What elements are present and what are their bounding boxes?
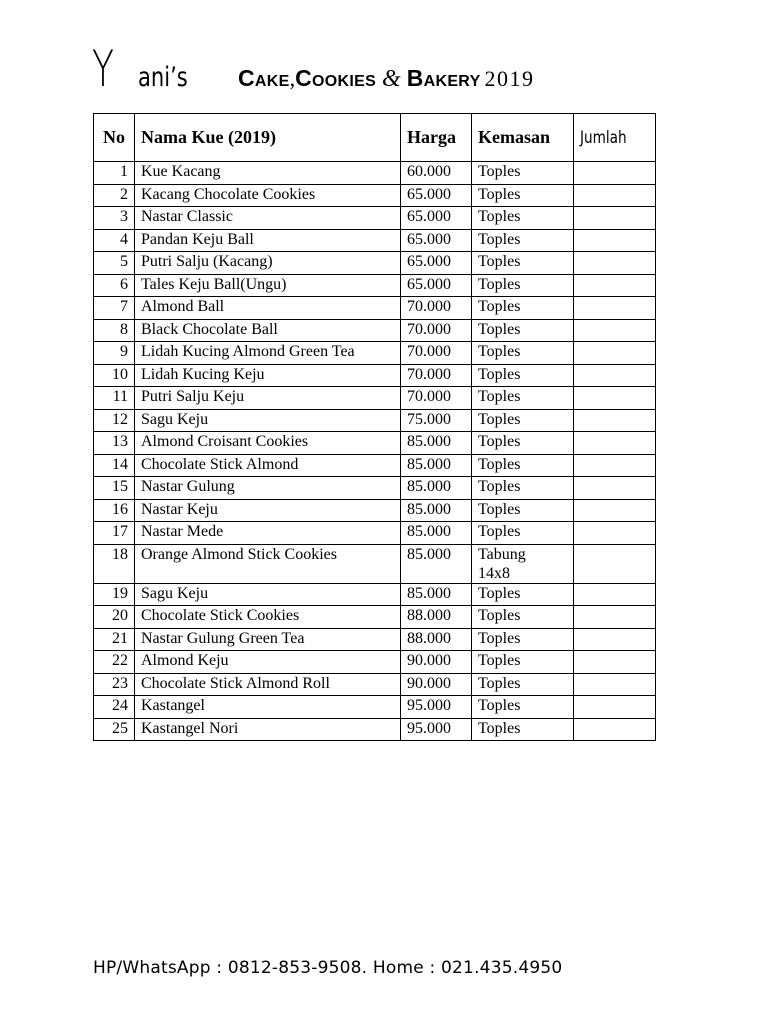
item-price: 90.000: [401, 651, 472, 674]
item-qty: [574, 319, 656, 342]
item-name: Nastar Mede: [135, 522, 401, 545]
table-row: [94, 696, 656, 719]
row-number: 15: [94, 477, 135, 500]
item-qty: [574, 162, 656, 185]
table-row: [94, 477, 656, 500]
item-name: Nastar Gulung: [135, 477, 401, 500]
item-qty: [574, 522, 656, 545]
item-price: 65.000: [401, 184, 472, 207]
item-name: Putri Salju (Kacang): [135, 252, 401, 275]
row-number: 10: [94, 364, 135, 387]
table-row: [94, 319, 656, 342]
item-package: Toples: [472, 628, 574, 651]
item-package: Toples: [472, 583, 574, 606]
title-ampersand: &: [382, 66, 401, 92]
item-package: Toples: [472, 364, 574, 387]
item-package: Toples: [472, 184, 574, 207]
item-package: Toples: [472, 673, 574, 696]
contact-footer: HP/WhatsApp : 0812-853-9508. Home : 021.435.4950: [93, 958, 563, 978]
row-number: 4: [94, 229, 135, 252]
table-row: [94, 651, 656, 674]
item-package: Tabung 14x8: [472, 544, 574, 583]
item-package: Toples: [472, 718, 574, 741]
item-qty: [574, 696, 656, 719]
brand-name: ani’s: [138, 62, 188, 93]
item-price: 85.000: [401, 544, 472, 583]
item-name: Chocolate Stick Cookies: [135, 606, 401, 629]
row-number: 18: [94, 544, 135, 583]
row-number: 23: [94, 673, 135, 696]
row-number: 2: [94, 184, 135, 207]
item-qty: [574, 718, 656, 741]
item-price: 85.000: [401, 499, 472, 522]
item-price: 75.000: [401, 409, 472, 432]
item-name: Kastangel: [135, 696, 401, 719]
table-row: [94, 583, 656, 606]
item-qty: [574, 651, 656, 674]
table-row: [94, 274, 656, 297]
item-package: Toples: [472, 342, 574, 365]
table-row: [94, 387, 656, 410]
title-bakery: Bakery: [406, 65, 481, 91]
table-row: [94, 297, 656, 320]
header-name: Nama Kue (2019): [135, 114, 401, 162]
item-price: 85.000: [401, 432, 472, 455]
item-name: Tales Keju Ball(Ungu): [135, 274, 401, 297]
row-number: 6: [94, 274, 135, 297]
item-name: Putri Salju Keju: [135, 387, 401, 410]
item-qty: [574, 432, 656, 455]
item-qty: [574, 544, 656, 583]
row-number: 9: [94, 342, 135, 365]
item-price: 70.000: [401, 319, 472, 342]
item-name: Chocolate Stick Almond: [135, 454, 401, 477]
item-price: 90.000: [401, 673, 472, 696]
item-name: Kastangel Nori: [135, 718, 401, 741]
item-qty: [574, 364, 656, 387]
page-title: [92, 40, 535, 100]
item-qty: [574, 628, 656, 651]
item-name: Almond Croisant Cookies: [135, 432, 401, 455]
table-row: [94, 364, 656, 387]
table-row: [94, 544, 656, 583]
item-qty: [574, 274, 656, 297]
row-number: 21: [94, 628, 135, 651]
row-number: 22: [94, 651, 135, 674]
table-row: [94, 432, 656, 455]
row-number: 17: [94, 522, 135, 545]
item-package: Toples: [472, 207, 574, 230]
item-name: Lidah Kucing Almond Green Tea: [135, 342, 401, 365]
item-name: Almond Keju: [135, 651, 401, 674]
table-row: [94, 162, 656, 185]
header-price: Harga: [401, 114, 472, 162]
item-price: 85.000: [401, 583, 472, 606]
item-price: 85.000: [401, 522, 472, 545]
item-qty: [574, 207, 656, 230]
item-package: Toples: [472, 297, 574, 320]
header-qty-label: Jumlah: [580, 127, 627, 148]
item-price: 88.000: [401, 628, 472, 651]
item-package: Toples: [472, 162, 574, 185]
item-qty: [574, 184, 656, 207]
item-qty: [574, 606, 656, 629]
header-no: No: [94, 114, 135, 162]
title-cookies: Cookies: [295, 65, 377, 91]
table-row: [94, 184, 656, 207]
item-qty: [574, 297, 656, 320]
table-row: [94, 454, 656, 477]
item-name: Kacang Chocolate Cookies: [135, 184, 401, 207]
row-number: 16: [94, 499, 135, 522]
item-price: 85.000: [401, 454, 472, 477]
item-name: Sagu Keju: [135, 583, 401, 606]
item-price: 60.000: [401, 162, 472, 185]
item-name: Sagu Keju: [135, 409, 401, 432]
item-price: 70.000: [401, 342, 472, 365]
item-qty: [574, 454, 656, 477]
item-price: 70.000: [401, 297, 472, 320]
item-package: Toples: [472, 274, 574, 297]
row-number: 13: [94, 432, 135, 455]
title-year: 2019: [484, 66, 535, 91]
item-name: Nastar Classic: [135, 207, 401, 230]
item-qty: [574, 477, 656, 500]
row-number: 19: [94, 583, 135, 606]
table-row: [94, 606, 656, 629]
item-qty: [574, 229, 656, 252]
item-package: Toples: [472, 319, 574, 342]
item-package: Toples: [472, 229, 574, 252]
item-qty: [574, 499, 656, 522]
item-name: Orange Almond Stick Cookies: [135, 544, 401, 583]
item-package: Toples: [472, 432, 574, 455]
table-row: [94, 718, 656, 741]
item-name: Black Chocolate Ball: [135, 319, 401, 342]
table-row: [94, 522, 656, 545]
item-package: Toples: [472, 651, 574, 674]
table-row: [94, 229, 656, 252]
item-price: 65.000: [401, 274, 472, 297]
item-price: 85.000: [401, 477, 472, 500]
title-cake: Cake: [238, 65, 290, 91]
item-package: Toples: [472, 409, 574, 432]
table-row: [94, 207, 656, 230]
row-number: 7: [94, 297, 135, 320]
item-name: Kue Kacang: [135, 162, 401, 185]
item-name: Pandan Keju Ball: [135, 229, 401, 252]
row-number: 14: [94, 454, 135, 477]
item-package: Toples: [472, 387, 574, 410]
row-number: 24: [94, 696, 135, 719]
header-qty: [574, 114, 656, 162]
item-qty: [574, 409, 656, 432]
item-qty: [574, 387, 656, 410]
row-number: 8: [94, 319, 135, 342]
item-package: Toples: [472, 499, 574, 522]
item-name: Nastar Keju: [135, 499, 401, 522]
item-price: 70.000: [401, 387, 472, 410]
item-qty: [574, 342, 656, 365]
item-qty: [574, 673, 656, 696]
row-number: 5: [94, 252, 135, 275]
row-number: 20: [94, 606, 135, 629]
table-row: [94, 409, 656, 432]
item-name: Chocolate Stick Almond Roll: [135, 673, 401, 696]
item-name: Nastar Gulung Green Tea: [135, 628, 401, 651]
item-package: Toples: [472, 522, 574, 545]
item-price: 70.000: [401, 364, 472, 387]
item-qty: [574, 252, 656, 275]
item-price: 65.000: [401, 229, 472, 252]
item-package: Toples: [472, 606, 574, 629]
row-number: 1: [94, 162, 135, 185]
item-price: 88.000: [401, 606, 472, 629]
row-number: 11: [94, 387, 135, 410]
item-name: Lidah Kucing Keju: [135, 364, 401, 387]
item-price: 65.000: [401, 252, 472, 275]
item-qty: [574, 583, 656, 606]
title-comma: ,: [289, 66, 296, 91]
row-number: 12: [94, 409, 135, 432]
table-row: [94, 342, 656, 365]
row-number: 25: [94, 718, 135, 741]
item-package: Toples: [472, 696, 574, 719]
table-row: [94, 499, 656, 522]
brand-initial: Y: [92, 40, 114, 98]
table-row: [94, 628, 656, 651]
item-price: 95.000: [401, 718, 472, 741]
table-row: [94, 252, 656, 275]
row-number: 3: [94, 207, 135, 230]
price-list-table: [93, 113, 656, 741]
item-price: 65.000: [401, 207, 472, 230]
item-package: Toples: [472, 252, 574, 275]
item-package: Toples: [472, 477, 574, 500]
table-header-row: [94, 114, 656, 162]
item-price: 95.000: [401, 696, 472, 719]
item-name: Almond Ball: [135, 297, 401, 320]
table-row: [94, 673, 656, 696]
header-package: Kemasan: [472, 114, 574, 162]
item-package: Toples: [472, 454, 574, 477]
